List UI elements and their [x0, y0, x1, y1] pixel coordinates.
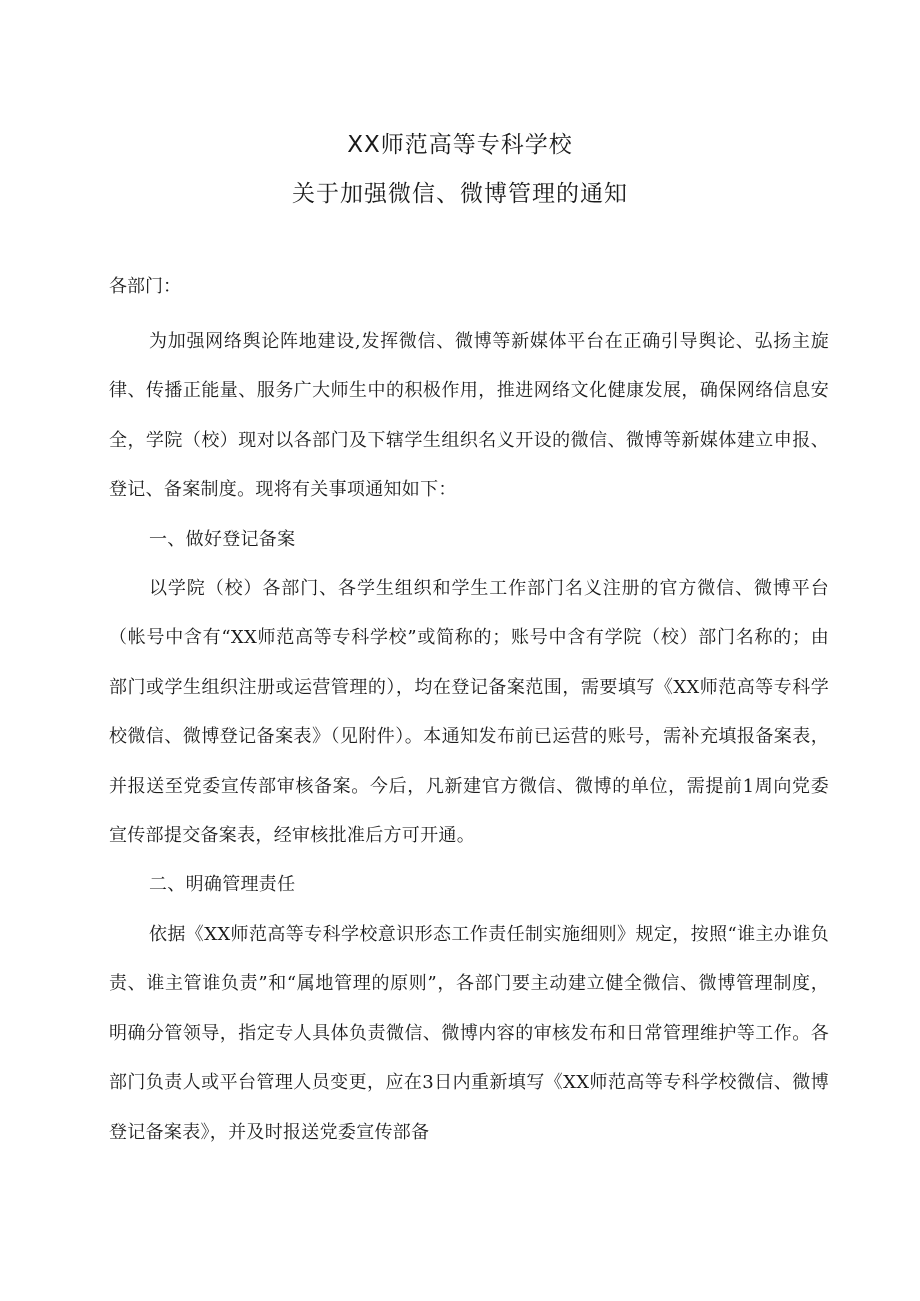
section2-heading: 二、明确管理责任	[149, 874, 296, 896]
section2-paragraph: 依据《XX师范高等专科学校意识形态工作责任制实施细则》规定，按照“谁主办谁负责、谁主管谁负责”和“属地管理的原则”，各部门要主动建立健全微信、微博管理制度，明确分管领导，指定专人具体负责微信、微博内容的审核发布和日常管理维护等工作。各部门负责人或平台管理人员变更，应在3日内重新填写《XX师范高等专科学校微信、微博登记备案表》，并及时报送党委宣传部备	[109, 923, 829, 1143]
intro-paragraph: 为加强网络舆论阵地建设,发挥微信、微博等新媒体平台在正确引导舆论、弘扬主旋律、传播正能量、服务广大师生中的积极作用，推进网络文化健康发展，确保网络信息安全，学院（校）现对以各部门及下辖学生组织名义开设的微信、微博等新媒体建立申报、登记、备案制度。现将有关事项通知如下：	[109, 331, 829, 501]
section1-heading: 一、做好登记备案	[149, 528, 296, 550]
document-title-line1: XX师范高等专科学校	[347, 132, 573, 158]
document-title-line2: 关于加强微信、微博管理的通知	[292, 181, 628, 207]
document-body	[109, 317, 829, 1157]
salutation: 各部门：	[109, 276, 181, 297]
section1-paragraph: 以学院（校）各部门、各学生组织和学生工作部门名义注册的官方微信、微博平台（帐号中含有“XX师范高等专科学校”或简称的；账号中含有学院（校）部门名称的；由部门或学生组织注册或运营管理的），均在登记备案范围，需要填写《XX师范高等专科学校微信、微博登记备案表》（见附件）。本通知发布前已运营的账号，需补充填报备案表，并报送至党委宣传部审核备案。今后，凡新建官方微信、微博的单位，需提前1周向党委宣传部提交备案表，经审核批准后方可开通。	[109, 578, 829, 847]
